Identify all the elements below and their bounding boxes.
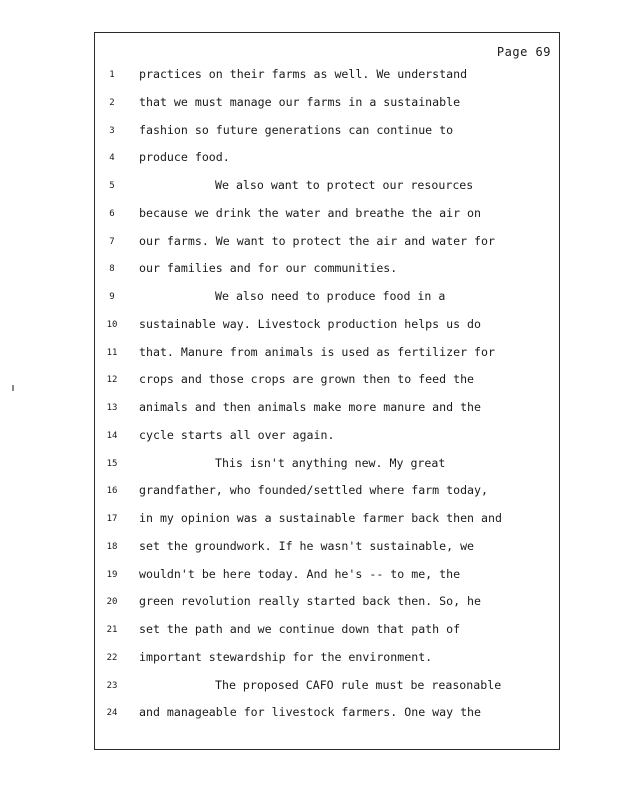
transcript-line <box>95 288 559 316</box>
line-number: 8 <box>109 264 115 275</box>
line-text: animals and then animals make more manure and the <box>139 400 482 414</box>
line-number: 12 <box>106 375 118 386</box>
transcript-line <box>95 260 559 288</box>
line-text: This isn't anything new. My great <box>215 455 446 470</box>
transcript-line <box>95 149 559 177</box>
line-number: 11 <box>106 347 118 358</box>
line-text: set the groundwork. If he wasn't sustainable, we <box>139 538 475 553</box>
line-text: that. Manure from animals is used as fertilizer for <box>139 344 495 359</box>
transcript-lines <box>95 66 559 732</box>
line-text: crops and those crops are grown then to feed the <box>139 372 475 387</box>
line-text: and manageable for livestock farmers. One way the <box>139 705 482 720</box>
line-number: 20 <box>106 597 118 608</box>
line-text: The proposed CAFO rule must be reasonable <box>215 677 502 692</box>
transcript-line <box>95 621 559 649</box>
line-text: green revolution really started back then. So, he <box>139 594 482 609</box>
line-number: 23 <box>106 680 118 691</box>
line-text: cycle starts all over again. <box>139 427 335 442</box>
transcript-line <box>95 649 559 677</box>
line-text: our farms. We want to protect the air and water for <box>139 233 495 248</box>
line-number: 21 <box>106 625 118 635</box>
line-number: 16 <box>106 486 118 497</box>
page-number: Page 69 <box>496 45 551 59</box>
line-text: that we must manage our farms in a sustainable <box>139 94 461 109</box>
transcript-line <box>95 66 559 94</box>
line-number: 22 <box>106 652 118 663</box>
line-number: 6 <box>109 208 115 219</box>
line-number: 3 <box>109 125 115 136</box>
scan-artifact <box>12 385 14 391</box>
transcript-line <box>95 316 559 344</box>
transcript-line <box>95 94 559 122</box>
line-text: practices on their farms as well. We understand <box>139 67 468 81</box>
transcript-line <box>95 704 559 732</box>
line-text: We also want to protect our resources <box>215 178 474 192</box>
line-number: 13 <box>106 403 118 413</box>
line-text: grandfather, who founded/settled where farm today, <box>139 483 489 498</box>
line-number: 4 <box>109 153 115 164</box>
transcript-line <box>95 427 559 455</box>
line-text: sustainable way. Livestock production helps us do <box>139 316 482 331</box>
transcript-line <box>95 177 559 205</box>
line-text: wouldn't be here today. And he's -- to me, the <box>139 566 461 581</box>
line-number: 10 <box>106 319 118 330</box>
line-text: We also need to produce food in a <box>215 289 446 303</box>
line-number: 19 <box>106 569 118 580</box>
line-number: 24 <box>106 708 118 719</box>
line-number: 18 <box>106 541 118 552</box>
transcript-line <box>95 122 559 150</box>
line-number: 7 <box>109 236 115 247</box>
line-number: 15 <box>106 458 118 469</box>
transcript-line <box>95 205 559 233</box>
transcript-line <box>95 371 559 399</box>
line-number: 14 <box>106 430 118 441</box>
transcript-line <box>95 677 559 705</box>
line-text: produce food. <box>139 150 230 165</box>
transcript-line <box>95 593 559 621</box>
transcript-line <box>95 344 559 372</box>
line-text: our families and for our communities. <box>139 261 398 276</box>
line-text: important stewardship for the environment. <box>139 649 433 664</box>
line-number: 5 <box>109 181 115 191</box>
transcript-line <box>95 510 559 538</box>
transcript-line <box>95 566 559 594</box>
transcript-line <box>95 399 559 427</box>
line-number: 1 <box>109 70 115 80</box>
transcript-line <box>95 455 559 483</box>
transcript-line <box>95 538 559 566</box>
line-text: fashion so future generations can continue to <box>139 122 454 137</box>
line-text: in my opinion was a sustainable farmer back then and <box>139 511 502 525</box>
page-frame <box>94 32 560 750</box>
line-number: 2 <box>109 97 115 108</box>
line-number: 9 <box>109 292 115 302</box>
transcript-line <box>95 233 559 261</box>
transcript-line <box>95 482 559 510</box>
line-text: set the path and we continue down that path of <box>139 622 461 636</box>
line-text: because we drink the water and breathe the air on <box>139 205 482 220</box>
line-number: 17 <box>106 514 118 524</box>
